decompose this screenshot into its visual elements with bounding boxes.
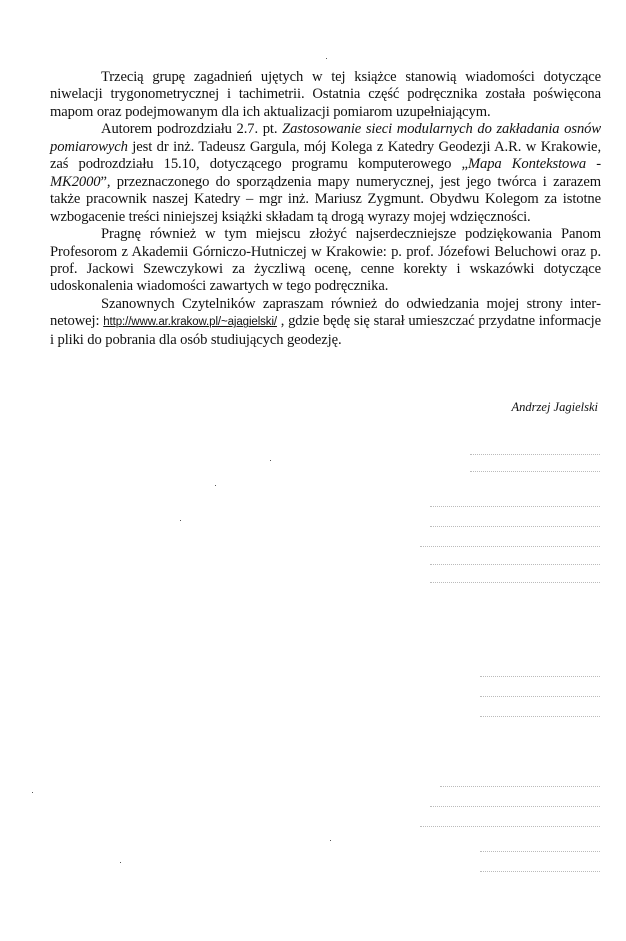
paragraph-text: Szanownych Czytelników zapraszam również do odwiedzania mojej strony internetowej: xyxy=(50,295,601,330)
paragraph-acknowledgement-authors xyxy=(50,121,601,226)
paragraph-text: Trzecią grupę zagadnień ujętych w tej książce stanowią wiadomości dotyczące niwelacji trygonometrycznej i tachimetrii. Ostatnia część podręcznika została poświęcona mapom oraz podejmowanym dla ich aktualizacji pomiarom uzupełniającym. xyxy=(50,69,601,120)
paragraph-acknowledgement-professors xyxy=(50,226,601,296)
scan-speck xyxy=(215,485,216,486)
paragraph-text: ”, przeznaczonego do sporządzenia mapy numerycznej, jest jego twórca i zarazem także pracownik naszej Katedry – mgr inż. Mariusz Zygmunt. Obydwu Kolegom za istotne wzbogacenie treści niniejszej książki składam tą drogą wyrazy mojej wdzięczności. xyxy=(50,173,601,225)
website-link[interactable]: http://www.ar.krakow.pl/~ajagielski/ xyxy=(103,316,278,329)
paragraph-text: jest dr inż. Tadeusz Gargula, mój Kolega z Katedry Geodezji A.R. w Krakowie, zaś podrozdziału 15.10, dotyczącego programu komputerowego „ xyxy=(50,138,601,173)
scan-noise xyxy=(420,820,600,827)
scan-noise xyxy=(480,865,600,872)
paragraph-text: , gdzie będę się starał umieszczać przydatne informacje i pliki do pobrania dla osób studiujących geodezję. xyxy=(50,313,601,348)
scan-noise xyxy=(470,465,600,472)
scan-noise xyxy=(430,558,600,565)
scan-noise xyxy=(440,780,600,787)
author-signature: Andrzej Jagielski xyxy=(511,400,598,414)
body-text xyxy=(50,69,601,349)
scan-noise xyxy=(480,670,600,677)
subsection-title: Zastosowanie sieci modularnych do zakładania osnów pomiarowych xyxy=(50,121,601,155)
scan-noise xyxy=(430,520,600,527)
scan-noise xyxy=(430,500,600,507)
paragraph-text: Autorem podrozdziału 2.7. pt. xyxy=(101,121,283,138)
program-title: Mapa Kontekstowa - MK2000 xyxy=(50,156,601,190)
scan-noise xyxy=(430,800,600,807)
paragraph-text: Pragnę również w tym miejscu złożyć najserdeczniejsze podziękowania Panom Profesorom z Akademii Górniczo-Hutniczej w Krakowie: p. prof. Józefowi Beluchowi oraz p. prof. Jackowi Szewczykowi za życzliwą ocenę, cenne korekty i wskazówki dotyczące udoskonalenia wiadomości zawartych w tego podręcznika. xyxy=(50,226,601,295)
scan-speck xyxy=(270,460,271,461)
scan-noise xyxy=(480,690,600,697)
scan-noise xyxy=(480,710,600,717)
scan-speck xyxy=(32,792,33,793)
scan-noise xyxy=(430,576,600,583)
paragraph-website-invitation xyxy=(50,296,601,349)
scan-speck xyxy=(180,520,181,521)
scan-speck xyxy=(326,58,327,59)
scan-speck xyxy=(120,862,121,863)
scan-noise xyxy=(470,448,600,455)
scan-noise xyxy=(420,540,600,547)
scan-speck xyxy=(330,840,331,841)
scan-noise xyxy=(480,845,600,852)
paragraph-scope xyxy=(50,69,601,121)
